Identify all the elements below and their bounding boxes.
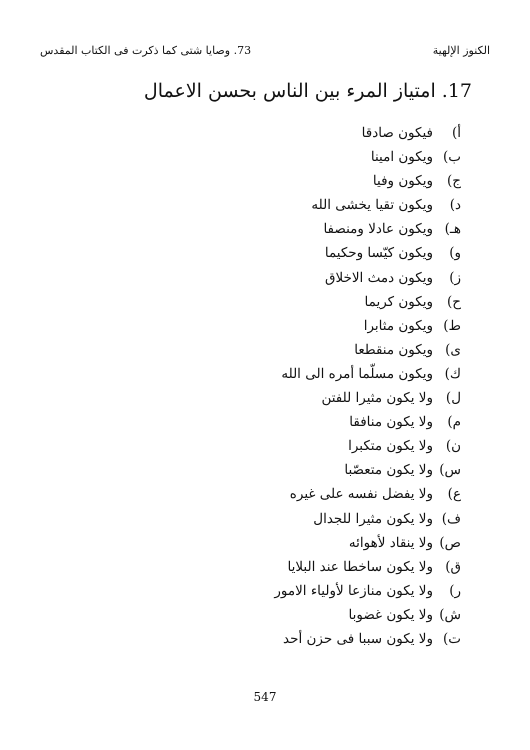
list-item [101, 555, 461, 579]
list-item-text: ويكون عادلا ومنصفا [323, 221, 433, 238]
list-item-text: ولا يكون متعصّبا [344, 462, 433, 479]
list-item-text: ولا يكون مثيرا للجدال [313, 510, 433, 527]
list-item-marker: ف) [441, 510, 461, 527]
list-item-marker: م) [447, 414, 461, 431]
list-item-marker: ج) [447, 173, 461, 190]
list-item-text: فيكون صادقا [361, 125, 433, 141]
list-item-text: ولا يكون غضوبا [348, 606, 433, 623]
running-header [40, 44, 490, 57]
list-item [101, 434, 461, 458]
list-item-marker: ح) [447, 293, 461, 310]
list-item [101, 458, 461, 482]
list-item-text: ويكون كريما [364, 293, 433, 310]
list-item-text: ولا يكون سببا فى حزن أحد [283, 630, 433, 647]
list-item-marker: ق) [445, 558, 461, 575]
list-item-marker: ص) [439, 534, 461, 551]
list-item [101, 121, 461, 145]
list-item [101, 362, 461, 386]
list-item-marker: د) [449, 197, 461, 214]
list-item-text: ويكون دمث الاخلاق [324, 269, 433, 286]
list-item-marker: ع) [447, 486, 461, 503]
list-item-marker: ت) [443, 630, 461, 647]
list-item [101, 507, 461, 531]
list-item-marker: ن) [445, 438, 461, 455]
list-item [101, 603, 461, 627]
list-item [101, 627, 461, 651]
list-item [101, 482, 461, 506]
list-item-marker: س) [439, 462, 461, 479]
list-item [101, 241, 461, 265]
list-item-text: ويكون وفيا [372, 173, 433, 190]
list-item-marker: هـ) [444, 221, 461, 238]
list-item-marker: أ) [451, 125, 461, 141]
list-item-text: ويكون مسلّما أمره الى الله [281, 365, 433, 382]
list-item [101, 193, 461, 217]
list-item [101, 290, 461, 314]
list-item-marker: ط) [443, 317, 461, 334]
list-item-text: ولا يكون ساخطا عند البلايا [287, 558, 433, 575]
list-item-text: ولا يكون مثيرا للفتن [321, 390, 433, 407]
list-item-text: ويكون امينا [370, 149, 433, 166]
list-item-text: ويكون مثابرا [363, 317, 433, 334]
page-number: 547 [253, 690, 277, 704]
list-item-text: ولا يكون منازعا لأولياء الامور [274, 582, 433, 599]
list-item [101, 531, 461, 555]
list-item-text: ويكون كيّسا وحكيما [324, 245, 433, 262]
list-item-text: ولا يكون متكبرا [348, 438, 433, 455]
list-item [101, 169, 461, 193]
list-item-text: ولا يكون منافقا [349, 414, 433, 431]
list-item-marker: ى) [445, 341, 461, 358]
list-item-marker: ز) [449, 269, 461, 286]
list-item-marker: ك) [444, 365, 461, 382]
list-item [101, 338, 461, 362]
section-title: 17. امتياز المرء بين الناس بحسن الاعمال [143, 80, 472, 102]
list-item [101, 217, 461, 241]
list-item-marker: ش) [439, 606, 461, 623]
list-item [101, 386, 461, 410]
list-item-text: ويكون تقيا يخشى الله [311, 197, 433, 214]
list-item-marker: و) [449, 245, 461, 262]
chapter-heading: 73. وصايا شتى كما ذكرت فى الكتاب المقدس [40, 44, 252, 57]
list-item-text: ولا ينقاد لأهوائه [348, 534, 433, 551]
book-title: الكنوز الإلهية [432, 44, 490, 57]
list-item-text: ولا يفضل نفسه على غيره [289, 486, 433, 503]
list-item-text: ويكون منقطعا [354, 341, 433, 358]
list-item-marker: ب) [443, 149, 461, 166]
list-item [101, 145, 461, 169]
virtues-list [101, 121, 461, 651]
list-item [101, 266, 461, 290]
list-item [101, 579, 461, 603]
list-item [101, 410, 461, 434]
list-item [101, 314, 461, 338]
list-item-marker: ل) [445, 390, 461, 407]
list-item-marker: ر) [449, 582, 461, 599]
